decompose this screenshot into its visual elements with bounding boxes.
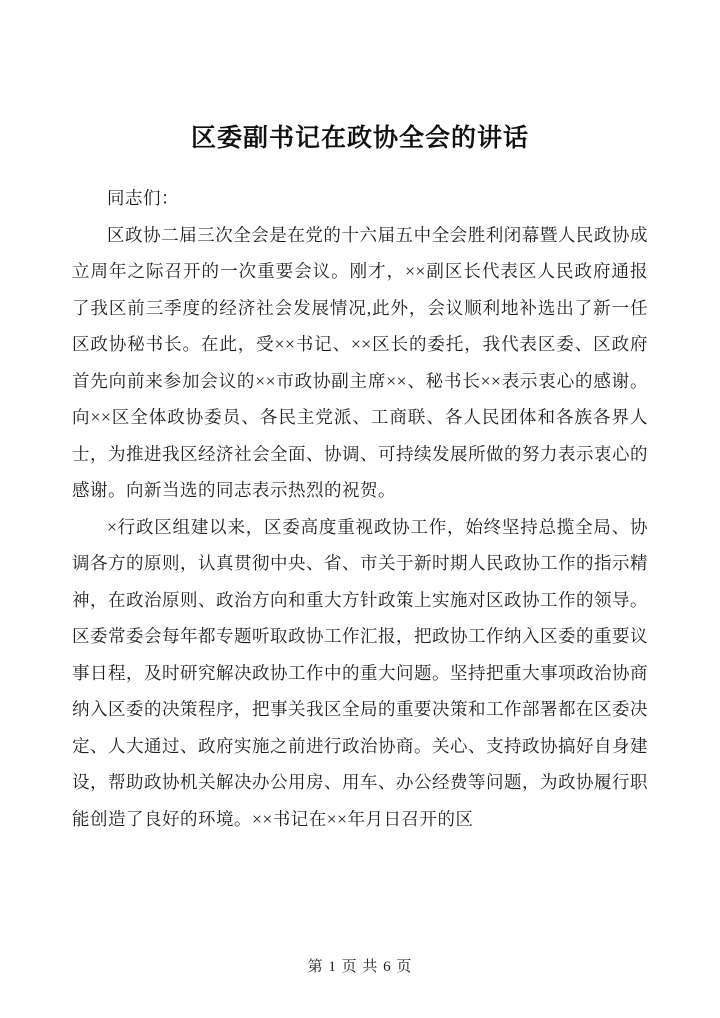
page-title: 区委副书记在政协全会的讲话 [190,125,529,152]
page-footer: 第 1 页 共 6 页 [307,959,413,975]
salutation: 同志们： [107,188,179,208]
paragraph-2: ×行政区组建以来，区委高度重视政协工作，始终坚持总揽全局、协调各方的原则，认真贯彻中央、省、市关于新时期人民政协工作的指示精神，在政治原则、政治方向和重大方针政策上实施对区政协工作的领导。区委常委会每年都专题听取政协工作汇报，把政协工作纳入区委的重要议事日程，及时研究解决政协工作中的重大问题。坚持把重大事项政治协商纳入区委的决策程序，把事关我区全局的重要决策和工作部署都在区委决定、人大通过、政府实施之前进行政治协商。关心、支持政协搞好自身建设，帮助政协机关解决办公用房、用车、办公经费等问题，为政协履行职能创造了良好的环境。××书记在××年月日召开的区 [72,516,648,829]
document-body [72,180,648,837]
paragraph-1: 区政协二届三次全会是在党的十六届五中全会胜利闭幕暨人民政协成立周年之际召开的一次重要会议。刚才，××副区长代表区人民政府通报了我区前三季度的经济社会发展情况,此外，会议顺利地补选出了新一任区政协秘书长。在此，受××书记、××区长的委托，我代表区委、区政府首先向前来参加会议的××市政协副主席××、秘书长××表示衷心的感谢。向××区全体政协委员、各民主党派、工商联、各人民团体和各族各界人士，为推进我区经济社会全面、协调、可持续发展所做的努力表示衷心的感谢。向新当选的同志表示热烈的祝贺。 [72,224,648,500]
